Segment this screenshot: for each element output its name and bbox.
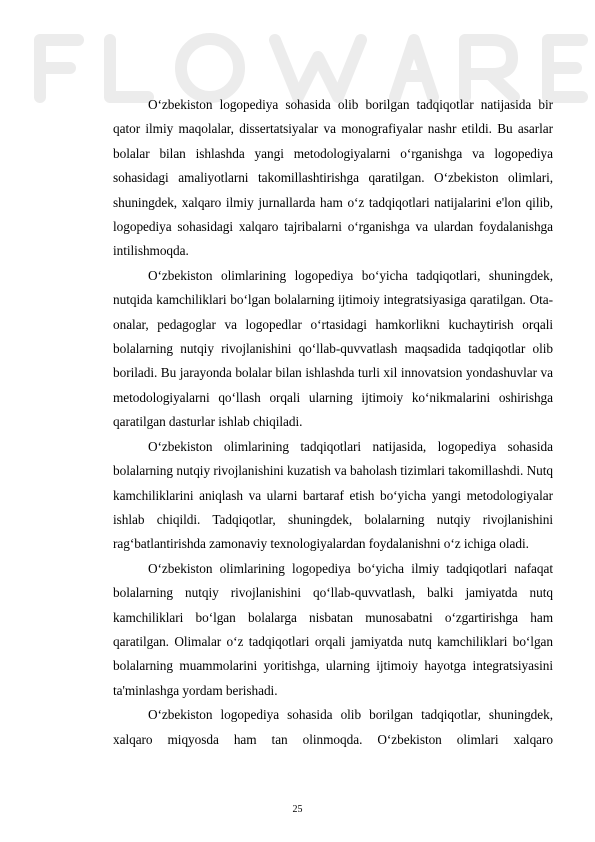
paragraph-5: O‘zbekiston logopediya sohasida olib borilgan tadqiqotlar, shuningdek, xalqaro miqyosda ham tan olinmoqda. O‘zbekiston olimlari xalqaro — [113, 707, 553, 747]
page-number: 25 — [292, 804, 303, 815]
paragraph-2: O‘zbekiston olimlarining logopediya bo‘yicha tadqiqotlari, shuningdek, nutqida kamchiliklari bo‘lgan bolalarning ijtimoiy integratsiyasiga qaratilgan. Ota-onalar, pedagoglar va logopedlar o‘rtasidagi hamkorlikni kuchaytirish orqali bolalarning nutqiy rivojlanishini qo‘llab-quvvatlash maqsadida tadqiqotlar olib boriladi. Bu jarayonda bolalar bilan ishlashda turli xil innovatsion yondashuvlar va metodologiyalarni qo‘llash orqali ularning ijtimoiy ko‘nikmalarini oshirishga qaratilgan dasturlar ishlab chiqiladi. — [113, 267, 553, 430]
paragraph-4: O‘zbekiston olimlarining logopediya bo‘yicha ilmiy tadqiqotlari nafaqat bolalarning nutqiy rivojlanishini qo‘llab-quvvatlash, balki jamiyatda nutq kamchiliklari bo‘lgan bolalarga nisbatan munosabatni o‘zgartirishga ham qaratilgan. Olimalar o‘z tadqiqotlari orqali jamiyatda nutq kamchiliklari bo‘lgan bolalarning muammolarini yoritishga, ularning ijtimoiy hayotga integratsiyasini ta'minlashga yordam berishadi. — [113, 560, 553, 698]
paragraph-1: O‘zbekiston logopediya sohasida olib borilgan tadqiqotlar natijasida bir qator ilmiy maqolalar, dissertatsiyalar va monografiyalar nashr etildi. Bu asarlar bolalar bilan ishlashda yangi metodologiyalarni o‘rganishga va logopediya sohasidagi amaliyotlarni takomillashtirishga qaratilgan. O‘zbekiston olimlari, shuningdek, xalqaro ilmiy jurnallarda ham o‘z tadqiqotlari natijalarini e'lon qilib, logopediya sohasidagi xalqaro tajribalarni o‘rganishga va ulardan foydalanishga intilishmoqda. — [113, 97, 553, 259]
document-body — [113, 93, 553, 752]
paragraph-3: O‘zbekiston olimlarining tadqiqotlari natijasida, logopediya sohasida bolalarning nutqiy rivojlanishini kuzatish va baholash tizimlari takomillashdi. Nutq kamchiliklarini aniqlash va ularni bartaraf etish bo‘yicha yangi metodologiyalar ishlab chiqildi. Tadqiqotlar, shuningdek, bolalarning nutqiy rivojlanishini rag‘batlantirishda zamonaviy texnologiyalardan foydalanishni o‘z ichiga oladi. — [113, 438, 553, 552]
